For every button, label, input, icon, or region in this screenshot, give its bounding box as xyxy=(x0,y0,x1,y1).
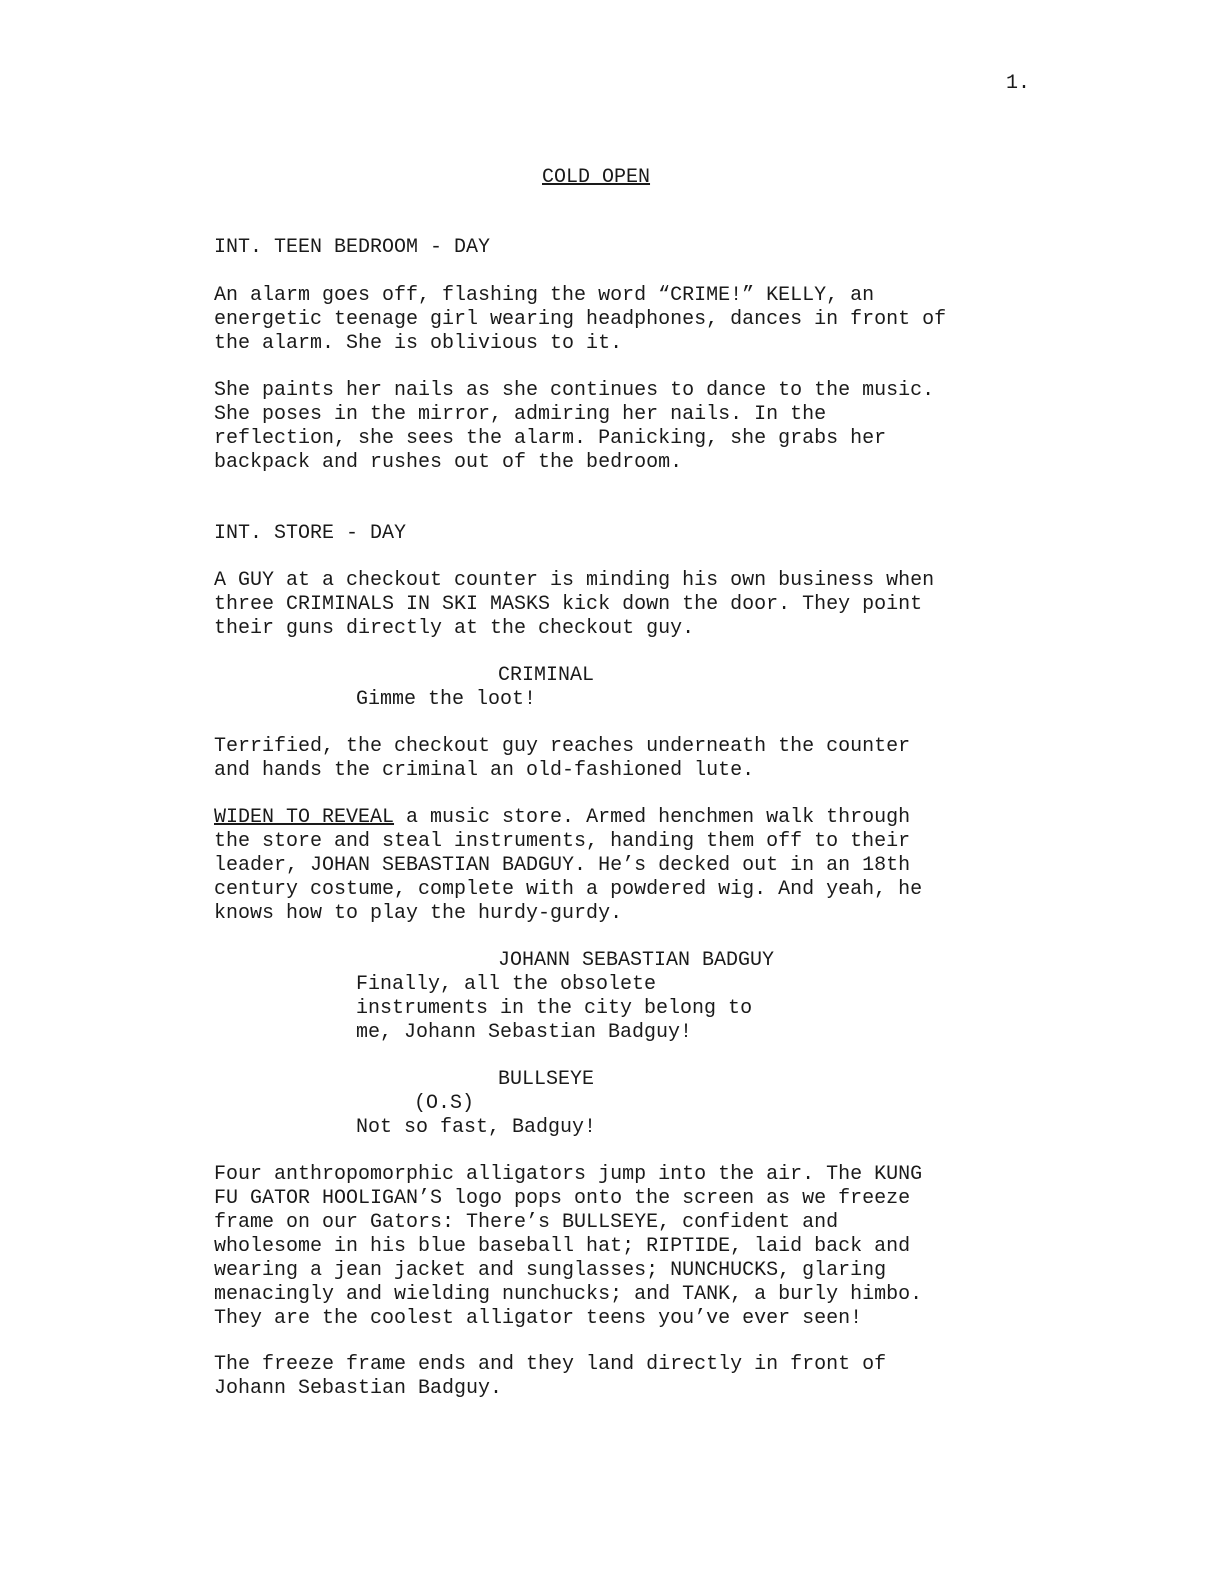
character-name-criminal: CRIMINAL xyxy=(498,664,595,687)
action-land: The freeze frame ends and they land directly in front of Johann Sebastian Badguy. xyxy=(214,1353,887,1400)
character-name-badguy: JOHANN SEBASTIAN BADGUY xyxy=(498,949,775,972)
action-widen-rest: the store and steal instruments, handing them off to their leader, JOHAN SEBASTIAN BADGUY. He’s decked out in an 18th century costume, complete with a powdered wig. And yeah, he knows how to play the hurdy-gurdy. xyxy=(214,830,923,925)
section-title: COLD OPEN xyxy=(542,166,651,189)
scene-heading-store: INT. STORE - DAY xyxy=(214,522,407,545)
action-nails: She paints her nails as she continues to dance to the music. She poses in the mirror, admiring her nails. In the reflection, she sees the alarm. Panicking, she grabs her backpack and rushes out of the bedroom. xyxy=(214,379,935,474)
scene-heading-bedroom: INT. TEEN BEDROOM - DAY xyxy=(214,236,491,259)
action-widen-text: a music store. Armed henchmen walk through xyxy=(394,806,911,829)
dialogue-badguy: Finally, all the obsolete instruments in the city belong to me, Johann Sebastian Badguy! xyxy=(356,973,753,1044)
page-number: 1. xyxy=(1006,72,1031,95)
dialogue-criminal: Gimme the loot! xyxy=(356,688,537,711)
action-gators: Four anthropomorphic alligators jump into the air. The KUNG FU GATOR HOOLIGAN’S logo pops onto the screen as we freeze frame on our Gators: There’s BULLSEYE, confident and wholesome in his blue baseball hat; RIPTIDE, laid back and wearing a jean jacket and sunglasses; NUNCHUCKS, glaring menacingly and wielding nunchucks; and TANK, a burly himbo. They are the coolest alligator teens you’ve ever seen! xyxy=(214,1163,923,1330)
action-lute: Terrified, the checkout guy reaches underneath the counter and hands the criminal an old-fashioned lute. xyxy=(214,735,911,782)
dialogue-bullseye: Not so fast, Badguy! xyxy=(356,1116,597,1139)
action-checkout: A GUY at a checkout counter is minding his own business when three CRIMINALS IN SKI MASKS kick down the door. They point their guns directly at the checkout guy. xyxy=(214,569,935,640)
action-widen-reveal xyxy=(214,806,922,926)
parenthetical-bullseye: (O.S) xyxy=(414,1092,475,1115)
character-name-bullseye: BULLSEYE xyxy=(498,1068,595,1091)
transition-widen-to-reveal: WIDEN TO REVEAL xyxy=(214,806,395,829)
action-alarm: An alarm goes off, flashing the word “CRIME!” KELLY, an energetic teenage girl wearing headphones, dances in front of the alarm. She is oblivious to it. xyxy=(214,284,947,355)
